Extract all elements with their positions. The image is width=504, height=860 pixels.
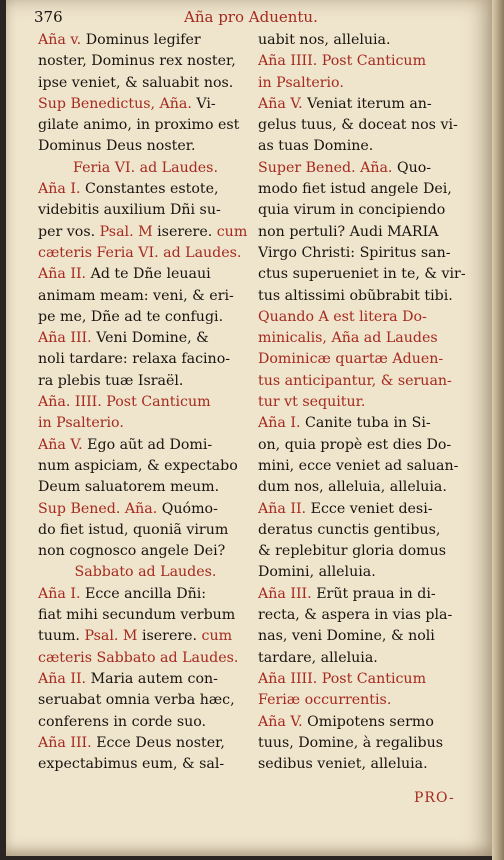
rubric-text: Aña. IIII. Post Canticum <box>38 394 211 411</box>
text-line <box>38 648 253 669</box>
text-line <box>38 562 253 583</box>
text-line <box>38 690 253 711</box>
body-text: Ecce veniet desi- <box>310 500 433 517</box>
body-text: gilate animo, in proximo est <box>38 117 240 134</box>
body-text: noster, Dominus rex noster, <box>38 53 236 70</box>
body-text: noli tardare: relaxa facino- <box>38 351 231 368</box>
body-text: mini, ecce veniet ad saluan- <box>258 457 459 474</box>
rubric-text: Aña II. <box>258 500 311 517</box>
body-text: non pertuli? Audi MARIA <box>258 223 439 240</box>
text-line <box>38 286 253 307</box>
page-number: 376 <box>34 8 63 26</box>
rubric-text: cum <box>201 628 233 645</box>
body-text: Deum saluatorem meum. <box>38 479 220 496</box>
text-line <box>258 669 473 690</box>
rubric-text: Dominicæ quartæ Aduen- <box>258 351 444 368</box>
body-text: ipse veniet, & saluabit nos. <box>38 74 234 91</box>
rubric-text: Sup Benedictus, Aña. <box>38 95 197 112</box>
rubric-text: Aña I. <box>38 181 85 198</box>
text-line <box>38 392 253 413</box>
text-line <box>258 648 473 669</box>
rubric-text: cum <box>216 223 248 240</box>
rubric-text: Psal. M <box>99 223 158 240</box>
text-line <box>258 264 473 285</box>
body-text: Virgo Christi: Spiritus san- <box>258 244 451 261</box>
text-line <box>38 136 253 157</box>
text-line <box>38 307 253 328</box>
text-line <box>38 30 253 51</box>
text-line <box>38 456 253 477</box>
rubric-text: in Psalterio. <box>258 74 344 91</box>
text-line <box>258 413 473 434</box>
text-line <box>38 520 253 541</box>
body-text: Maria autem con- <box>90 670 218 687</box>
page-header <box>34 8 474 28</box>
text-line <box>258 30 473 51</box>
text-line <box>258 754 473 775</box>
text-line <box>258 307 473 328</box>
text-line <box>258 94 473 115</box>
text-line <box>258 456 473 477</box>
text-line <box>258 222 473 243</box>
text-line <box>258 179 473 200</box>
rubric-text: Super Bened. Aña. <box>258 159 397 176</box>
text-line <box>38 243 253 264</box>
body-text: non cognosco angele Dei? <box>38 543 226 560</box>
text-line <box>258 136 473 157</box>
text-line <box>258 349 473 370</box>
text-line <box>38 584 253 605</box>
page-edge <box>492 0 504 860</box>
body-text: Ego aũt ad Domi- <box>87 436 213 453</box>
body-text: gelus tuus, & doceat nos vi- <box>258 117 458 134</box>
rubric-text: Sup Bened. Aña. <box>38 500 162 517</box>
text-line <box>38 179 253 200</box>
rubric-text: tur vt sequitur. <box>258 394 366 411</box>
running-title: Aña pro Aduentu. <box>184 8 318 26</box>
text-line <box>38 51 253 72</box>
text-line <box>258 200 473 221</box>
body-text: fiat mihi secundum verbum <box>38 607 236 624</box>
text-line <box>258 584 473 605</box>
text-line <box>38 669 253 690</box>
body-text: Ad te Dñe leuaui <box>90 266 211 283</box>
body-text: uabit nos, alleluia. <box>258 32 391 48</box>
body-text: seruabat omnia verba hæc, <box>38 692 235 709</box>
text-line <box>38 435 253 456</box>
text-line <box>38 158 253 179</box>
text-line <box>38 733 253 754</box>
body-text: Erũt praua in di- <box>316 585 436 602</box>
text-line <box>38 754 253 775</box>
text-line <box>258 158 473 179</box>
text-line <box>38 371 253 392</box>
body-text: videbitis auxilium Dñi su- <box>38 202 221 219</box>
text-line <box>38 626 253 647</box>
body-text: tus altissimi obũbrabit tibi. <box>258 287 453 304</box>
body-text: tardare, alleluia. <box>258 649 378 666</box>
text-line <box>258 499 473 520</box>
text-line <box>258 605 473 626</box>
body-text: Domini, alleluia. <box>258 564 376 581</box>
body-text: conferens in corde suo. <box>38 713 207 730</box>
text-line <box>258 243 473 264</box>
text-line <box>258 562 473 583</box>
body-text: dum nos, alleluia, alleluia. <box>258 479 447 496</box>
body-text: as tuas Domine. <box>258 138 374 155</box>
rubric-text: in Psalterio. <box>38 415 124 432</box>
rubric-text: Feriæ occurrentis. <box>258 692 392 709</box>
text-line <box>38 115 253 136</box>
rubric-text: Aña IIII. Post Canticum <box>258 670 427 687</box>
body-text: tuum. <box>38 628 85 645</box>
rubric-text: cæteris Sabbato ad Laudes. <box>38 649 239 666</box>
rubric-text: minicalis, Aña ad Laudes <box>258 330 438 347</box>
rubric-text: Aña III. <box>38 330 97 347</box>
text-line <box>258 520 473 541</box>
catchword: PRO- <box>414 790 455 806</box>
text-line <box>38 94 253 115</box>
rubric-text: Feria VI. ad Laudes. <box>73 159 218 176</box>
text-line <box>258 115 473 136</box>
text-line <box>258 51 473 72</box>
body-text: Omipotens sermo <box>307 713 434 730</box>
text-line <box>38 349 253 370</box>
rubric-text: Aña IIII. Post Canticum <box>258 53 427 70</box>
text-line <box>258 541 473 562</box>
body-text: animam meam: veni, & eri- <box>38 287 234 304</box>
body-text: expectabimus eum, & sal- <box>38 756 225 773</box>
text-line <box>258 733 473 754</box>
body-text: iserere. <box>157 223 217 240</box>
body-text: Veniat iterum an- <box>307 95 432 112</box>
rubric-text: Aña v. <box>38 32 86 48</box>
text-line <box>258 435 473 456</box>
rubric-text: Aña III. <box>258 585 317 602</box>
body-text: do fiet istud, quoniã virum <box>38 521 229 538</box>
text-line <box>38 73 253 94</box>
text-line <box>258 626 473 647</box>
text-line <box>258 328 473 349</box>
right-text-column <box>258 30 473 775</box>
text-line <box>258 690 473 711</box>
body-text: on, quia propè est dies Do- <box>258 436 452 453</box>
text-line <box>38 264 253 285</box>
rubric-text: Aña I. <box>258 415 305 432</box>
body-text: Dominus Deus noster. <box>38 138 196 155</box>
text-line <box>258 286 473 307</box>
left-text-column <box>38 30 253 775</box>
body-text: recta, & aspera in vias pla- <box>258 607 453 624</box>
book-page <box>6 0 492 856</box>
body-text: Vi- <box>196 95 216 112</box>
body-text: iserere. <box>141 628 202 645</box>
body-text: modo fiet istud angele Dei, <box>258 181 452 198</box>
text-line <box>38 222 253 243</box>
text-line <box>258 371 473 392</box>
text-line <box>38 328 253 349</box>
body-text: ra plebis tuæ Israël. <box>38 372 184 389</box>
rubric-text: Aña V. <box>258 713 308 730</box>
text-line <box>38 413 253 434</box>
body-text: ctus superueniet in te, & vir- <box>258 266 466 283</box>
body-text: deratus cunctis gentibus, <box>258 521 441 538</box>
body-text: & replebitur gloria domus <box>258 543 447 560</box>
body-text: Ecce Deus noster, <box>96 734 225 751</box>
body-text: per vos. <box>38 223 100 240</box>
rubric-text: Quando A est litera Do- <box>258 308 427 325</box>
body-text: num aspiciam, & expectabo <box>38 457 238 474</box>
rubric-text: Aña V. <box>258 95 308 112</box>
body-text: Veni Domine, & <box>96 330 209 347</box>
text-line <box>38 605 253 626</box>
body-text: Quo- <box>396 159 432 176</box>
body-text: Ecce ancilla Dñi: <box>84 585 207 602</box>
text-line <box>38 712 253 733</box>
body-text: sedibus veniet, alleluia. <box>258 756 428 773</box>
body-text: pe me, Dñe ad te confugi. <box>38 308 224 325</box>
text-line <box>258 477 473 498</box>
body-text: tuus, Domine, à regalibus <box>258 734 443 751</box>
rubric-text: Aña I. <box>38 585 85 602</box>
text-line <box>38 541 253 562</box>
rubric-text: Psal. M <box>84 628 142 645</box>
rubric-text: Aña III. <box>38 734 97 751</box>
body-text: Constantes estote, <box>84 181 219 198</box>
text-line <box>258 712 473 733</box>
rubric-text: Aña II. <box>38 670 91 687</box>
body-text: nas, veni Domine, & noli <box>258 628 435 645</box>
body-text: Canite tuba in Si- <box>304 415 431 432</box>
body-text: Quómo- <box>161 500 218 517</box>
rubric-text: Aña II. <box>38 266 91 283</box>
text-line <box>258 392 473 413</box>
text-line <box>38 499 253 520</box>
rubric-text: tus anticipantur, & seruan- <box>258 372 452 389</box>
rubric-text: Aña V. <box>38 436 88 453</box>
body-text: Dominus legifer <box>85 32 201 48</box>
body-text: quia virum in concipiendo <box>258 202 446 219</box>
text-line <box>38 200 253 221</box>
rubric-text: Sabbato ad Laudes. <box>74 564 217 581</box>
rubric-text: cæteris Feria VI. ad Laudes. <box>38 244 242 261</box>
text-line <box>38 477 253 498</box>
text-line <box>258 73 473 94</box>
